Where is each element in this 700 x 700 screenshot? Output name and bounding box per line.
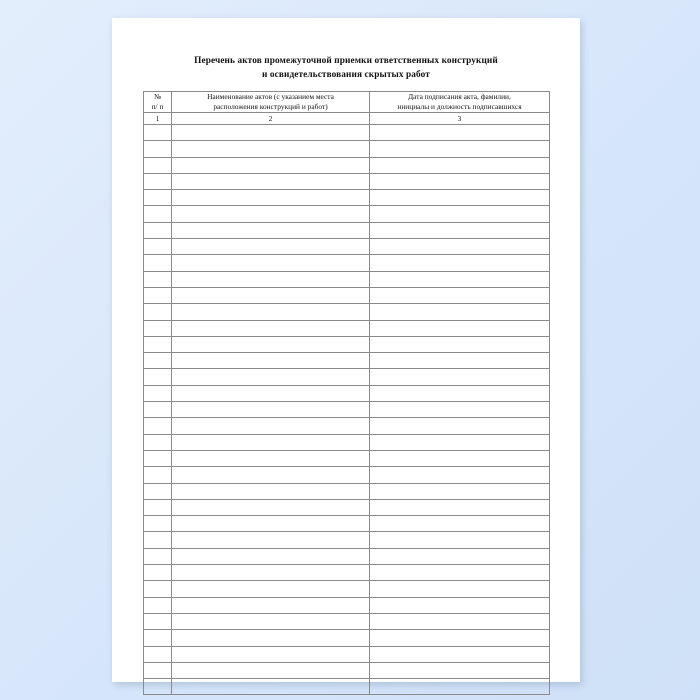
page-title-line-2: и освидетельствования скрытых работ bbox=[262, 70, 430, 80]
column-header-signing-info bbox=[370, 92, 550, 113]
cell-signing-info[interactable] bbox=[370, 418, 550, 434]
table-row[interactable] bbox=[144, 418, 550, 434]
cell-number[interactable] bbox=[144, 565, 172, 581]
cell-number[interactable] bbox=[144, 532, 172, 548]
cell-signing-info[interactable] bbox=[370, 206, 550, 222]
cell-signing-info[interactable] bbox=[370, 239, 550, 255]
cell-act-name[interactable] bbox=[172, 450, 370, 466]
cell-act-name[interactable] bbox=[172, 467, 370, 483]
cell-signing-info[interactable] bbox=[370, 646, 550, 662]
table-row[interactable] bbox=[144, 499, 550, 515]
cell-number[interactable] bbox=[144, 320, 172, 336]
cell-signing-info[interactable] bbox=[370, 353, 550, 369]
table-row[interactable] bbox=[144, 157, 550, 173]
cell-act-name[interactable] bbox=[172, 173, 370, 189]
cell-act-name[interactable] bbox=[172, 597, 370, 613]
table-row[interactable] bbox=[144, 516, 550, 532]
cell-act-name[interactable] bbox=[172, 434, 370, 450]
cell-number[interactable] bbox=[144, 613, 172, 629]
cell-signing-info[interactable] bbox=[370, 597, 550, 613]
cell-number[interactable] bbox=[144, 597, 172, 613]
table-row[interactable] bbox=[144, 483, 550, 499]
cell-act-name[interactable] bbox=[172, 206, 370, 222]
table-row[interactable] bbox=[144, 565, 550, 581]
cell-number[interactable] bbox=[144, 646, 172, 662]
cell-act-name[interactable] bbox=[172, 353, 370, 369]
cell-number[interactable] bbox=[144, 548, 172, 564]
cell-act-name[interactable] bbox=[172, 385, 370, 401]
cell-number[interactable] bbox=[144, 679, 172, 695]
cell-signing-info[interactable] bbox=[370, 271, 550, 287]
cell-act-name[interactable] bbox=[172, 157, 370, 173]
table-row[interactable] bbox=[144, 304, 550, 320]
cell-act-name[interactable] bbox=[172, 581, 370, 597]
cell-number[interactable] bbox=[144, 483, 172, 499]
acts-register-table bbox=[143, 91, 550, 695]
cell-number[interactable] bbox=[144, 287, 172, 303]
column-number-3: 3 bbox=[370, 113, 550, 125]
cell-act-name[interactable] bbox=[172, 662, 370, 678]
table-row[interactable] bbox=[144, 662, 550, 678]
cell-act-name[interactable] bbox=[172, 679, 370, 695]
cell-act-name[interactable] bbox=[172, 532, 370, 548]
table-row[interactable] bbox=[144, 271, 550, 287]
table-row[interactable] bbox=[144, 548, 550, 564]
column-number-1: 1 bbox=[144, 113, 172, 125]
cell-act-name[interactable] bbox=[172, 646, 370, 662]
cell-number[interactable] bbox=[144, 581, 172, 597]
cell-act-name[interactable] bbox=[172, 565, 370, 581]
table-row[interactable] bbox=[144, 679, 550, 695]
column-number-row bbox=[144, 113, 550, 125]
cell-signing-info[interactable] bbox=[370, 450, 550, 466]
page-content bbox=[143, 54, 549, 695]
table-row[interactable] bbox=[144, 336, 550, 352]
cell-number[interactable] bbox=[144, 304, 172, 320]
cell-number[interactable] bbox=[144, 173, 172, 189]
cell-signing-info[interactable] bbox=[370, 173, 550, 189]
table-row[interactable] bbox=[144, 173, 550, 189]
table-row[interactable] bbox=[144, 287, 550, 303]
cell-number[interactable] bbox=[144, 125, 172, 141]
table-row[interactable] bbox=[144, 402, 550, 418]
cell-act-name[interactable] bbox=[172, 271, 370, 287]
cell-number[interactable] bbox=[144, 467, 172, 483]
table-row[interactable] bbox=[144, 646, 550, 662]
table-row[interactable] bbox=[144, 141, 550, 157]
cell-number[interactable] bbox=[144, 516, 172, 532]
cell-signing-info[interactable] bbox=[370, 679, 550, 695]
cell-signing-info[interactable] bbox=[370, 304, 550, 320]
cell-act-name[interactable] bbox=[172, 239, 370, 255]
cell-act-name[interactable] bbox=[172, 630, 370, 646]
cell-act-name[interactable] bbox=[172, 402, 370, 418]
cell-number[interactable] bbox=[144, 418, 172, 434]
cell-signing-info[interactable] bbox=[370, 483, 550, 499]
column-number-2: 2 bbox=[172, 113, 370, 125]
cell-act-name[interactable] bbox=[172, 287, 370, 303]
column-header-number-line-2: п/ п bbox=[151, 102, 164, 111]
table-row[interactable] bbox=[144, 597, 550, 613]
table-row[interactable] bbox=[144, 613, 550, 629]
column-header-signing-info-line-1: Дата подписания акта, фамилии, bbox=[408, 92, 511, 101]
table-row[interactable] bbox=[144, 467, 550, 483]
column-header-signing-info-line-2: инициалы и должность подписавшихся bbox=[397, 102, 522, 111]
table-row[interactable] bbox=[144, 450, 550, 466]
table-row[interactable] bbox=[144, 369, 550, 385]
page-title bbox=[143, 54, 549, 82]
cell-signing-info[interactable] bbox=[370, 125, 550, 141]
cell-number[interactable] bbox=[144, 206, 172, 222]
cell-act-name[interactable] bbox=[172, 222, 370, 238]
page-title-line-1: Перечень актов промежуточной приемки ответственных конструкций bbox=[194, 56, 498, 66]
cell-signing-info[interactable] bbox=[370, 369, 550, 385]
table-header-row bbox=[144, 92, 550, 113]
cell-signing-info[interactable] bbox=[370, 613, 550, 629]
table-row[interactable] bbox=[144, 239, 550, 255]
cell-number[interactable] bbox=[144, 450, 172, 466]
cell-act-name[interactable] bbox=[172, 255, 370, 271]
cell-act-name[interactable] bbox=[172, 516, 370, 532]
cell-act-name[interactable] bbox=[172, 304, 370, 320]
cell-signing-info[interactable] bbox=[370, 190, 550, 206]
cell-signing-info[interactable] bbox=[370, 565, 550, 581]
cell-act-name[interactable] bbox=[172, 418, 370, 434]
cell-number[interactable] bbox=[144, 157, 172, 173]
cell-number[interactable] bbox=[144, 336, 172, 352]
cell-act-name[interactable] bbox=[172, 336, 370, 352]
cell-signing-info[interactable] bbox=[370, 385, 550, 401]
cell-act-name[interactable] bbox=[172, 483, 370, 499]
cell-signing-info[interactable] bbox=[370, 320, 550, 336]
table-row[interactable] bbox=[144, 190, 550, 206]
table-row[interactable] bbox=[144, 255, 550, 271]
cell-number[interactable] bbox=[144, 662, 172, 678]
cell-signing-info[interactable] bbox=[370, 434, 550, 450]
table-header bbox=[144, 92, 550, 125]
column-header-act-name-line-2: расположения конструкций и работ) bbox=[213, 102, 328, 111]
table-row[interactable] bbox=[144, 581, 550, 597]
table-row[interactable] bbox=[144, 125, 550, 141]
cell-number[interactable] bbox=[144, 630, 172, 646]
cell-number[interactable] bbox=[144, 385, 172, 401]
column-header-number-line-1: № bbox=[153, 92, 162, 101]
table-body bbox=[144, 125, 550, 695]
cell-signing-info[interactable] bbox=[370, 336, 550, 352]
cell-number[interactable] bbox=[144, 271, 172, 287]
table-row[interactable] bbox=[144, 434, 550, 450]
cell-signing-info[interactable] bbox=[370, 157, 550, 173]
table-row[interactable] bbox=[144, 532, 550, 548]
table-row[interactable] bbox=[144, 222, 550, 238]
table-row[interactable] bbox=[144, 630, 550, 646]
cell-signing-info[interactable] bbox=[370, 402, 550, 418]
cell-signing-info[interactable] bbox=[370, 532, 550, 548]
cell-number[interactable] bbox=[144, 353, 172, 369]
cell-signing-info[interactable] bbox=[370, 467, 550, 483]
cell-signing-info[interactable] bbox=[370, 630, 550, 646]
table-row[interactable] bbox=[144, 320, 550, 336]
cell-number[interactable] bbox=[144, 255, 172, 271]
cell-signing-info[interactable] bbox=[370, 255, 550, 271]
cell-act-name[interactable] bbox=[172, 548, 370, 564]
column-header-number bbox=[144, 92, 172, 113]
cell-number[interactable] bbox=[144, 499, 172, 515]
table-row[interactable] bbox=[144, 206, 550, 222]
cell-signing-info[interactable] bbox=[370, 516, 550, 532]
table-row[interactable] bbox=[144, 385, 550, 401]
cell-act-name[interactable] bbox=[172, 190, 370, 206]
cell-number[interactable] bbox=[144, 369, 172, 385]
cell-number[interactable] bbox=[144, 190, 172, 206]
cell-number[interactable] bbox=[144, 141, 172, 157]
cell-signing-info[interactable] bbox=[370, 662, 550, 678]
cell-number[interactable] bbox=[144, 222, 172, 238]
cell-signing-info[interactable] bbox=[370, 141, 550, 157]
table-row[interactable] bbox=[144, 353, 550, 369]
cell-act-name[interactable] bbox=[172, 141, 370, 157]
cell-act-name[interactable] bbox=[172, 499, 370, 515]
cell-signing-info[interactable] bbox=[370, 287, 550, 303]
column-header-act-name bbox=[172, 92, 370, 113]
cell-act-name[interactable] bbox=[172, 125, 370, 141]
cell-act-name[interactable] bbox=[172, 613, 370, 629]
cell-signing-info[interactable] bbox=[370, 222, 550, 238]
cell-signing-info[interactable] bbox=[370, 581, 550, 597]
cell-number[interactable] bbox=[144, 239, 172, 255]
cell-signing-info[interactable] bbox=[370, 548, 550, 564]
cell-number[interactable] bbox=[144, 402, 172, 418]
column-header-act-name-line-1: Наименование актов (с указанием места bbox=[207, 92, 334, 101]
document-page bbox=[112, 18, 580, 682]
cell-act-name[interactable] bbox=[172, 320, 370, 336]
cell-number[interactable] bbox=[144, 434, 172, 450]
cell-act-name[interactable] bbox=[172, 369, 370, 385]
cell-signing-info[interactable] bbox=[370, 499, 550, 515]
